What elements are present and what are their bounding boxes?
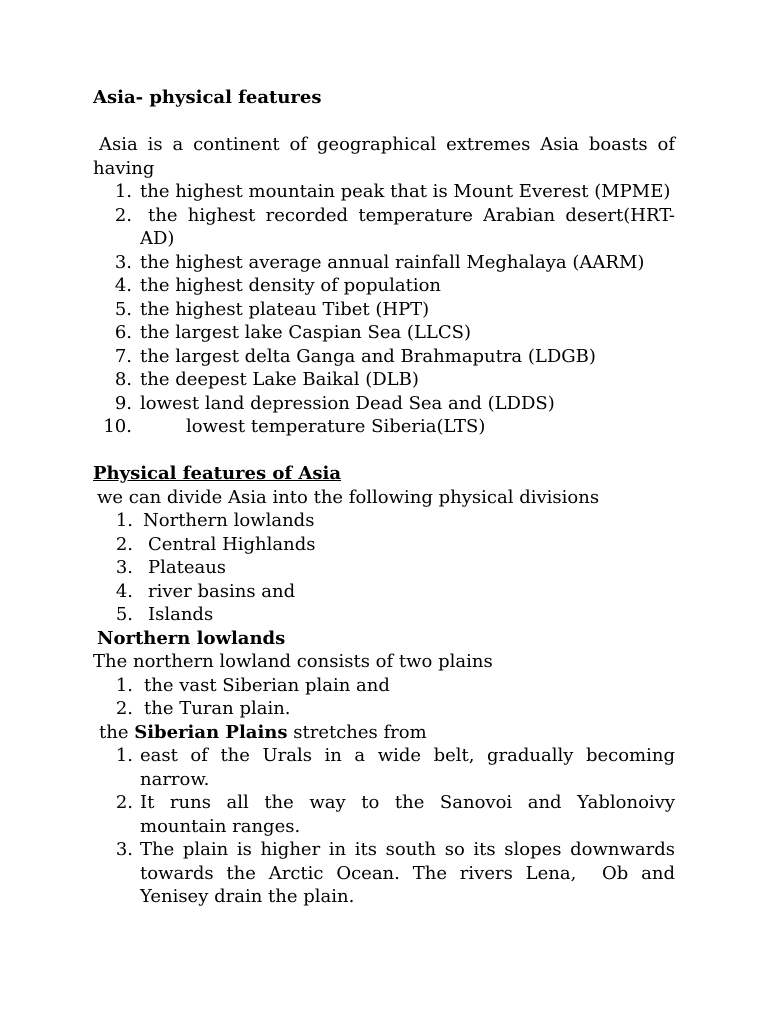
list-text: the Turan plain. <box>144 698 291 719</box>
list-item <box>93 274 675 298</box>
list-text: the highest density of population <box>140 275 441 296</box>
list-item <box>93 415 675 439</box>
list-item <box>93 697 675 721</box>
list-text: east of the Urals in a wide belt, gradually becoming <box>140 745 675 766</box>
list-item <box>93 204 675 251</box>
list-number: 3. <box>115 557 133 578</box>
list-number: 2. <box>115 698 133 719</box>
list-number: 5. <box>115 604 133 625</box>
list-item <box>93 838 675 909</box>
list-text: the largest lake Caspian Sea (LLCS) <box>140 322 471 343</box>
list-item <box>93 251 675 275</box>
divisions-list <box>93 509 675 627</box>
list-text: It runs all the way to the Sanovoi and Yablonoivy <box>140 792 675 813</box>
siberian-suffix: stretches from <box>287 721 427 743</box>
siberian-prefix: the <box>99 721 135 743</box>
list-number: 1. <box>115 510 133 531</box>
list-text: Northern lowlands <box>143 510 315 531</box>
siberian-intro <box>93 721 675 745</box>
siberian-points-list <box>93 744 675 909</box>
list-text: Yenisey drain the plain. <box>140 886 355 907</box>
page-title: Asia- physical features <box>93 87 322 108</box>
list-text: Plateaus <box>148 557 227 578</box>
plains-list <box>93 674 675 721</box>
list-text: the highest plateau Tibet (HPT) <box>140 298 430 320</box>
blank-line <box>93 110 675 134</box>
list-item <box>93 392 675 416</box>
list-number: 4. <box>114 275 132 296</box>
list-text: towards the Arctic Ocean. The rivers Lena, Ob and <box>140 862 675 884</box>
section-heading-physical-features: Physical features of Asia <box>93 463 341 484</box>
list-number: 1. <box>115 674 133 696</box>
list-item <box>93 368 675 392</box>
list-text: Central Highlands <box>148 533 316 555</box>
list-item <box>93 744 675 791</box>
list-text: the deepest Lake Baikal (DLB) <box>140 369 419 390</box>
list-number: 1. <box>114 181 132 202</box>
list-number: 8. <box>114 369 132 390</box>
section-heading-northern-lowlands: Northern lowlands <box>97 627 286 649</box>
blank-line <box>93 439 675 463</box>
document-page <box>93 86 675 909</box>
list-number: 3. <box>114 251 132 273</box>
list-number: 7. <box>114 345 132 367</box>
list-number: 2. <box>115 533 133 555</box>
list-item <box>93 298 675 322</box>
list-text: narrow. <box>140 768 210 790</box>
intro-line-2: having <box>93 157 155 179</box>
section-intro: The northern lowland consists of two plains <box>93 651 493 672</box>
list-item <box>93 180 675 204</box>
siberian-plains-term: Siberian Plains <box>134 721 288 743</box>
list-number: 9. <box>114 392 132 414</box>
list-number: 1. <box>115 745 133 766</box>
list-number: 2. <box>114 204 132 226</box>
list-text: The plain is higher in its south so its slopes downwards <box>140 839 675 860</box>
list-text: the vast Siberian plain and <box>144 674 390 696</box>
intro-line-1: Asia is a continent of geographical extremes Asia boasts of <box>99 134 675 155</box>
extremes-list <box>93 180 675 439</box>
list-item <box>93 603 675 627</box>
list-item <box>93 345 675 369</box>
list-item <box>93 791 675 838</box>
list-text: the largest delta Ganga and Brahmaputra (LDGB) <box>140 345 596 367</box>
list-number: 6. <box>114 322 132 343</box>
list-text: the highest average annual rainfall Meghalaya (AARM) <box>140 251 645 273</box>
list-item <box>93 556 675 580</box>
list-text: Islands <box>148 604 214 625</box>
list-number: 5. <box>114 298 132 320</box>
section-intro: we can divide Asia into the following physical divisions <box>97 486 600 508</box>
list-number: 10. <box>103 416 132 437</box>
list-number: 3. <box>115 839 133 860</box>
list-item <box>93 580 675 604</box>
list-text: lowest temperature Siberia(LTS) <box>186 416 486 437</box>
list-text: river basins and <box>148 580 296 602</box>
list-item <box>93 533 675 557</box>
list-text: lowest land depression Dead Sea and (LDDS) <box>140 392 555 414</box>
list-item <box>93 321 675 345</box>
list-item <box>93 674 675 698</box>
list-number: 4. <box>115 580 133 602</box>
list-text: the highest recorded temperature Arabian desert(HRT- <box>148 204 675 226</box>
list-number: 2. <box>115 792 133 813</box>
list-item <box>93 509 675 533</box>
list-text: mountain ranges. <box>140 815 301 837</box>
list-text: AD) <box>140 228 175 249</box>
list-text: the highest mountain peak that is Mount Everest (MPME) <box>140 181 671 202</box>
